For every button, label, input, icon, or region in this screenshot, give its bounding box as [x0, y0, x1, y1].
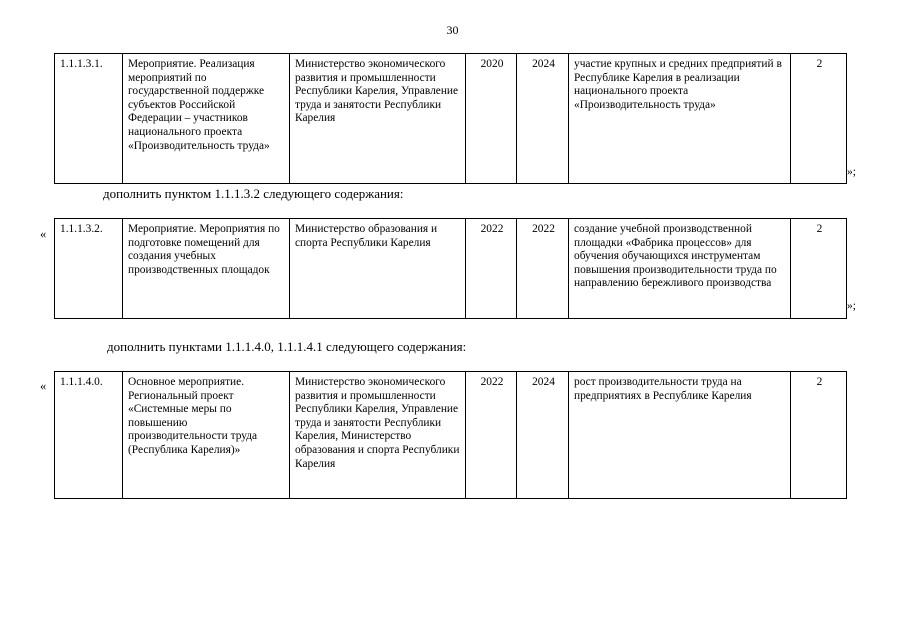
- opening-quote: «: [40, 379, 47, 393]
- amendment-paragraph: дополнить пунктами 1.1.1.4.0, 1.1.1.4.1 следующего содержания:: [107, 339, 467, 354]
- measures-table-1: [54, 53, 847, 184]
- executor-cell: Министерство образования и спорта Республики Карелия: [290, 219, 466, 319]
- year-end-cell: 2024: [517, 372, 569, 499]
- year-start-cell: 2020: [466, 54, 517, 184]
- page-number: 30: [446, 23, 459, 37]
- row-number-cell: 1.1.1.3.1.: [55, 54, 123, 184]
- table-row: [55, 54, 847, 184]
- activity-cell: Мероприятие. Реализация мероприятий по государственной поддержке субъектов Российской Федерации – участников национального проекта «Производительность труда»: [123, 54, 290, 184]
- executor-cell: Министерство экономического развития и промышленности Республики Карелия, Управление труда и занятости Республики Карелия, Министерство образования и спорта Республики Карелия: [290, 372, 466, 499]
- activity-cell: Основное мероприятие. Региональный проект «Системные меры по повышению производительности труда (Республика Карелия)»: [123, 372, 290, 499]
- activity-cell: Мероприятие. Мероприятия по подготовке помещений для создания учебных производственных площадок: [123, 219, 290, 319]
- row-number-cell: 1.1.1.4.0.: [55, 372, 123, 499]
- opening-quote: «: [40, 227, 47, 241]
- result-cell: участие крупных и средних предприятий в Республике Карелия в реализации национального проекта «Производительность труда»: [569, 54, 791, 184]
- closing-quote: »;: [847, 300, 856, 312]
- measures-table-2: [54, 218, 847, 319]
- year-start-cell: 2022: [466, 372, 517, 499]
- row-number-cell: 1.1.1.3.2.: [55, 219, 123, 319]
- count-cell: 2: [791, 372, 847, 499]
- closing-quote: »;: [847, 166, 856, 178]
- count-cell: 2: [791, 219, 847, 319]
- result-cell: рост производительности труда на предприятиях в Республике Карелия: [569, 372, 791, 499]
- year-end-cell: 2024: [517, 54, 569, 184]
- executor-cell: Министерство экономического развития и промышленности Республики Карелия, Управление труда и занятости Республики Карелия: [290, 54, 466, 184]
- year-end-cell: 2022: [517, 219, 569, 319]
- table-row: [55, 372, 847, 499]
- count-cell: 2: [791, 54, 847, 184]
- year-start-cell: 2022: [466, 219, 517, 319]
- measures-table-3: [54, 371, 847, 499]
- result-cell: создание учебной производственной площадки «Фабрика процессов» для обучения обучающихся инструментам повышения производительности труда по направлению бережливого производства: [569, 219, 791, 319]
- table-row: [55, 219, 847, 319]
- amendment-paragraph: дополнить пунктом 1.1.1.3.2 следующего содержания:: [103, 186, 404, 201]
